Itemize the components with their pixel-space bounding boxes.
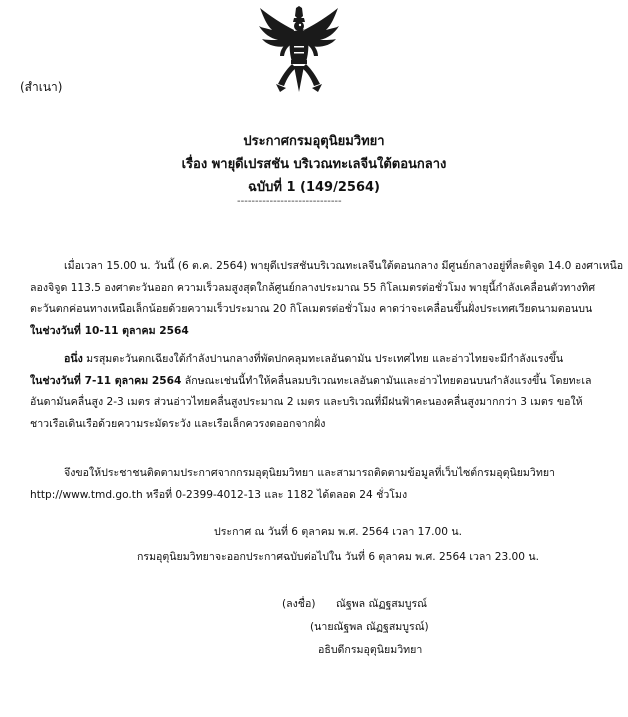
signatory-full-name: (นายณัฐพล ณัฏฐสมบูรณ์) — [310, 621, 429, 633]
paragraph-text: มรสุมตะวันตกเฉียงใต้กำลังปานกลางที่พัดปกคลุมทะเลอันดามัน ประเทศไทย และอ่าวไทยจะมีกำลังแรงขึ้น — [82, 353, 564, 365]
paragraph-line: อันดามันคลื่นสูง 2-3 เมตร ส่วนอ่าวไทยคลื่นสูงประมาณ 2 เมตร และบริเวณที่มีฝนฟ้าคะนองคลื่นสูงมากกว่า 3 เมตร ขอให้ — [30, 396, 583, 408]
paragraph-line — [64, 349, 612, 371]
paragraph-line: ลองจิจูด 113.5 องศาตะวันออก ความเร็วลมสูงสุดใกล้ศูนย์กลางประมาณ 55 กิโลเมตรต่อชั่วโมง พายุนี้กำลังเคลื่อนตัวทางทิศ — [30, 281, 596, 294]
paragraph-line — [30, 371, 612, 393]
paragraph-contact — [30, 463, 612, 506]
paragraph-line: เมื่อเวลา 15.00 น. วันนี้ (6 ต.ค. 2564) พายุดีเปรสชันบริเวณทะเลจีนใต้ตอนกลาง มีศูนย์กลางอยู่ที่ละติจูด 14.0 องศาเหนือ — [64, 260, 624, 272]
date-range-bold: ในช่วงวันที่ 7-11 ตุลาคม 2564 — [30, 374, 182, 387]
paragraph-line: ชาวเรือเดินเรือด้วยความระมัดระวัง และเรือเล็กควรงดออกจากฝั่ง — [30, 417, 326, 430]
paragraph-line: ตะวันตกค่อนทางเหนือเล็กน้อยด้วยความเร็วประมาณ 20 กิโลเมตรต่อชั่วโมง คาดว่าจะเคลื่อนขึ้นฝั่งประเทศเวียดนามตอนบน — [30, 303, 593, 315]
issue-number: ฉบับที่ 1 (149/2564) — [248, 180, 380, 195]
paragraph-monsoon — [30, 349, 612, 435]
garuda-emblem-icon — [258, 6, 340, 96]
subject-title: เรื่อง พายุดีเปรสชัน บริเวณทะเลจีนใต้ตอนกลาง — [181, 157, 447, 172]
copy-label: (สำเนา) — [20, 80, 63, 94]
title-block — [0, 130, 628, 199]
lead-word-bold: อนึ่ง — [64, 353, 83, 365]
next-issue-note: กรมอุตุนิยมวิทยาจะออกประกาศฉบับต่อไปใน วันที่ 6 ตุลาคม พ.ศ. 2564 เวลา 23.00 น. — [136, 551, 540, 563]
separator-line: ----------------------------- — [237, 196, 342, 207]
paragraph-text: ลักษณะเช่นนี้ทำให้คลื่นลมบริเวณทะเลอันดามันและอ่าวไทยตอนบนกำลังแรงขึ้น โดยทะเล — [181, 374, 592, 387]
agency-title: ประกาศกรมอุตุนิยมวิทยา — [243, 134, 385, 149]
contact-line: http://www.tmd.go.th หรือที่ 0-2399-4012-13 และ 1182 ได้ตลอด 24 ชั่วโมง — [30, 488, 408, 501]
paragraph-line-bold: ในช่วงวันที่ 10-11 ตุลาคม 2564 — [30, 324, 189, 337]
paragraph-line: จึงขอให้ประชาชนติดตามประกาศจากกรมอุตุนิยมวิทยา และสามารถติดตามข้อมูลที่เว็บไซต์กรมอุตุนิยมวิทยา — [64, 467, 556, 479]
issued-datetime: ประกาศ ณ วันที่ 6 ตุลาคม พ.ศ. 2564 เวลา 17.00 น. — [214, 526, 462, 538]
signatory-position: อธิบดีกรมอุตุนิยมวิทยา — [318, 644, 423, 656]
signature-label: (ลงชื่อ) — [282, 598, 316, 610]
paragraph-storm-position — [30, 256, 624, 342]
signature-name: ณัฐพล ณัฏฐสมบูรณ์ — [336, 598, 427, 610]
